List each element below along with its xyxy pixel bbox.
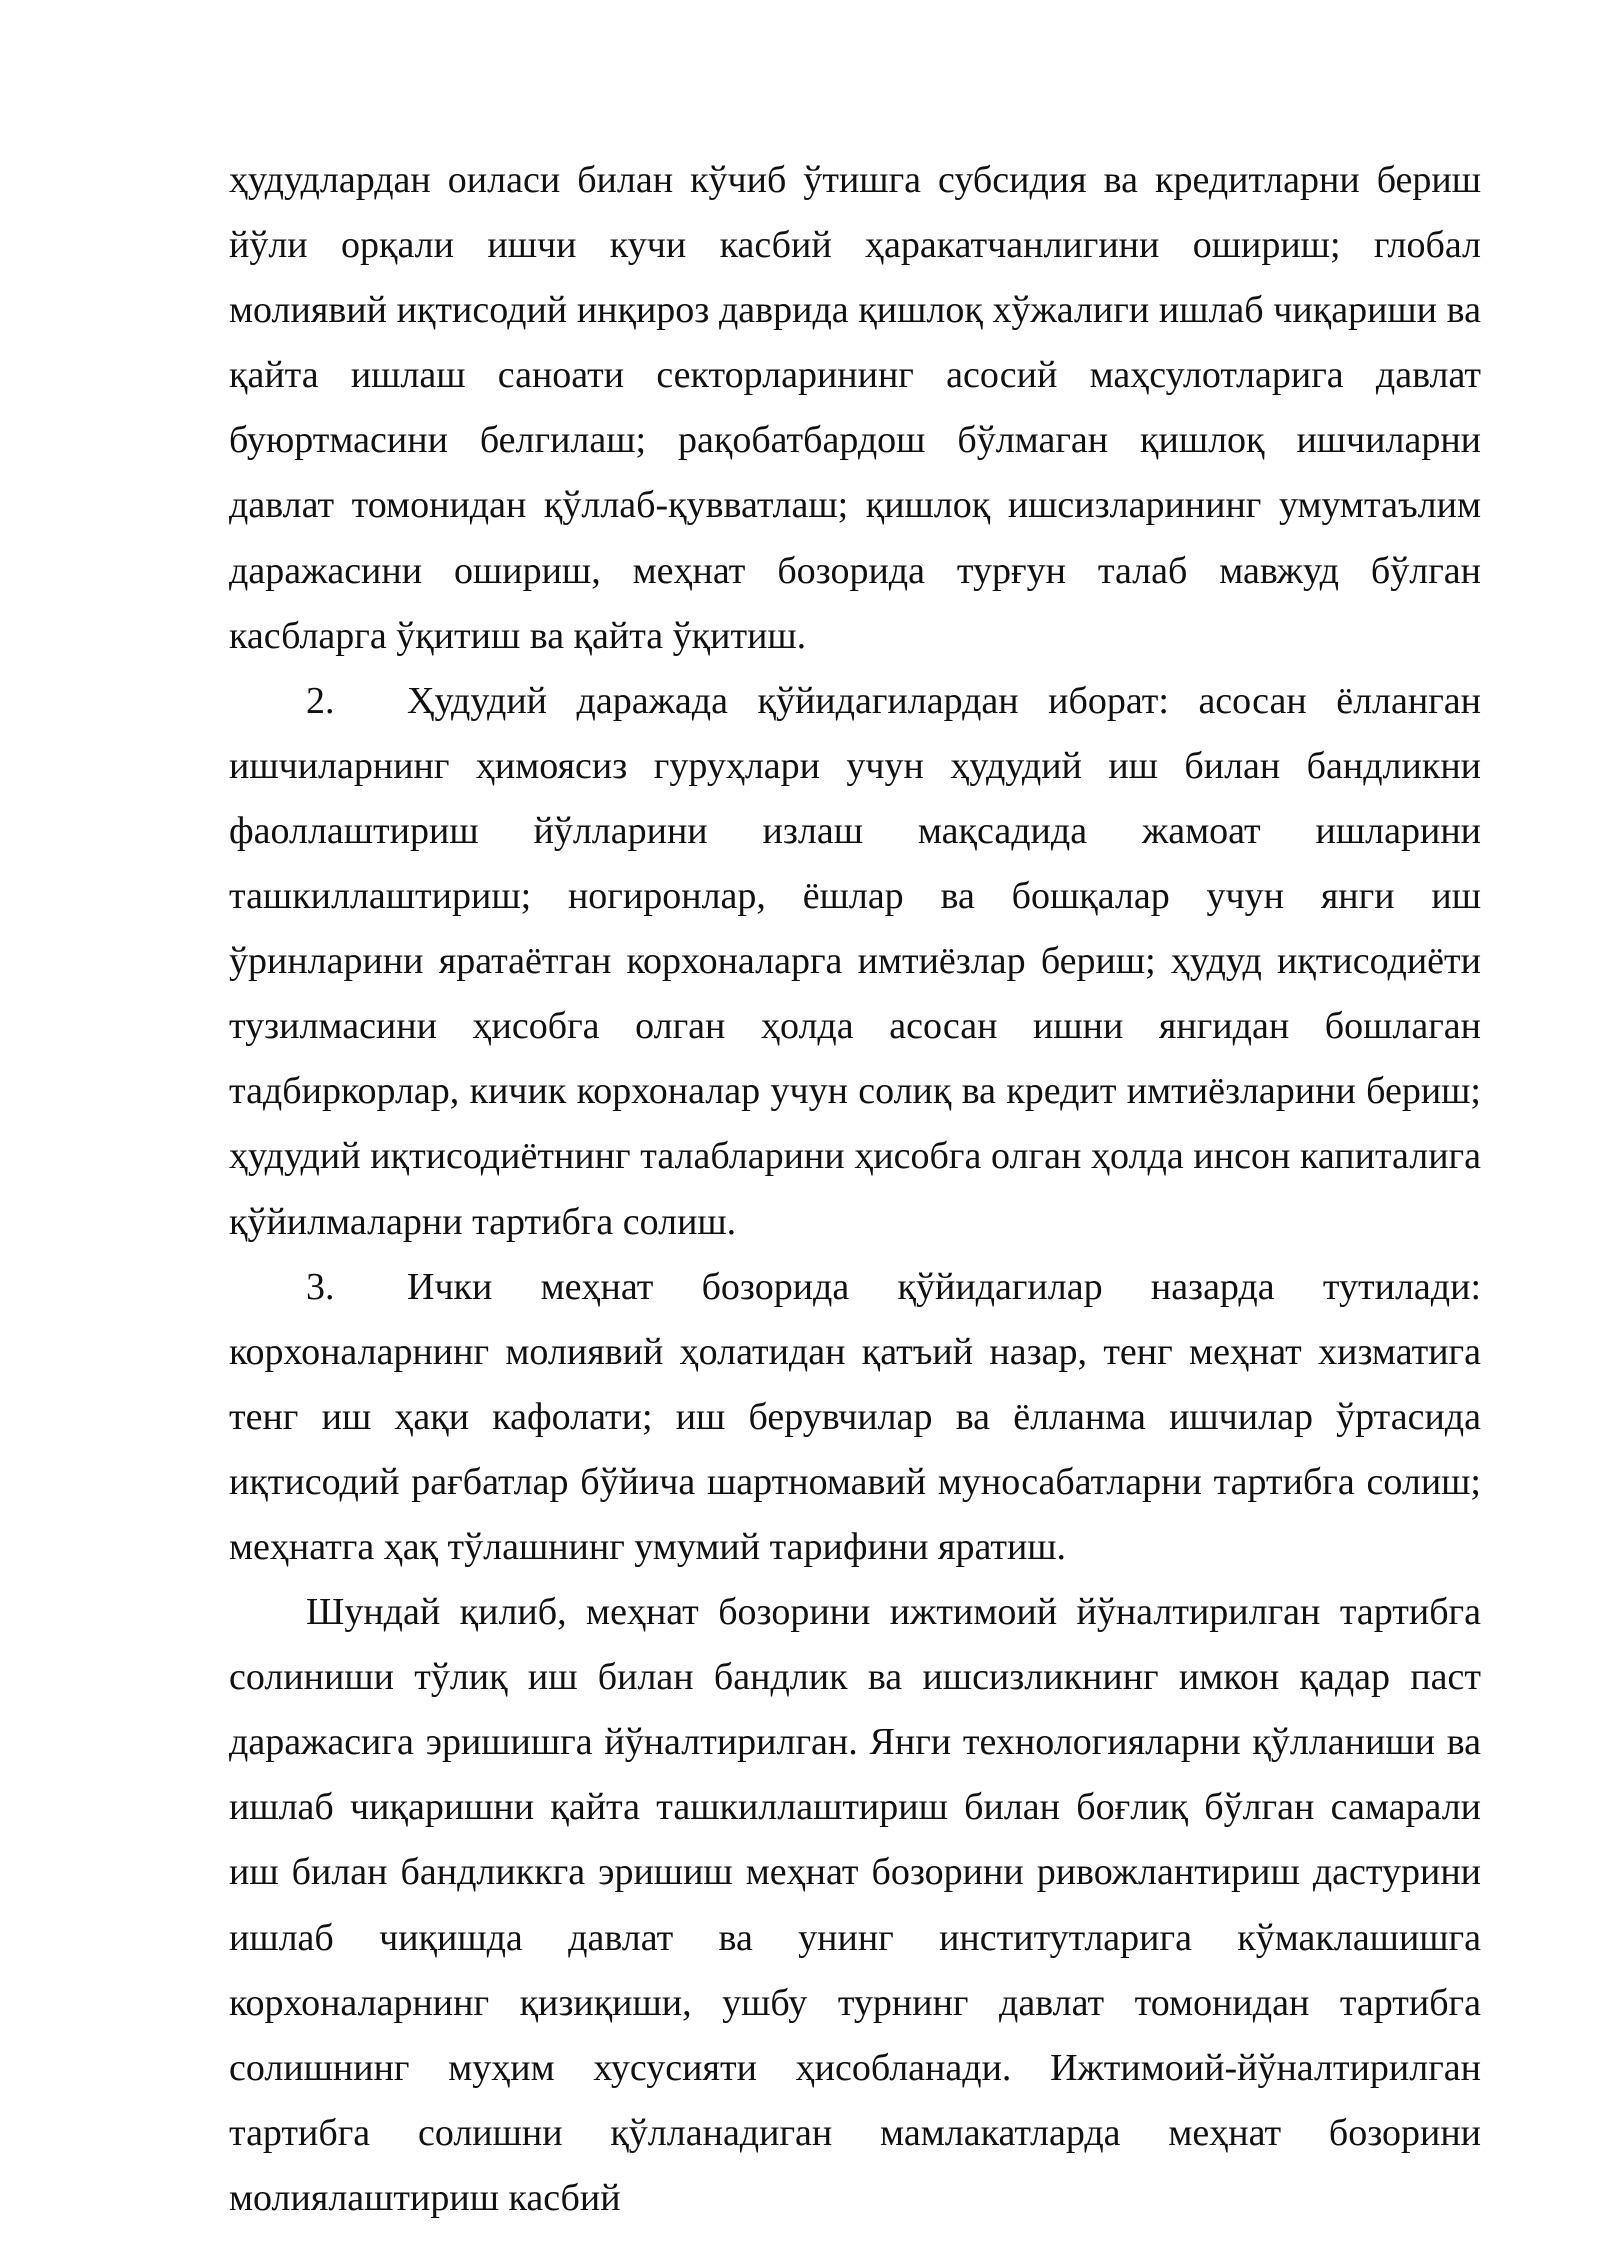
paragraph-text: Ҳудудий даражада қўйидагилардан иборат: асосан ёлланган ишчиларнинг ҳимоясиз гуруҳлари учун ҳудудий иш билан бандликни фаоллаштириш йўлларини излаш мақсадида жамоат ишларини ташкиллаштириш; ногиронлар, ёшлар ва бошқалар учун янги иш ўринларини яратаётган корхоналарга имтиёзлар бериш; ҳудуд иқтисодиёти тузилмасини ҳисобга олган ҳолда асосан ишни янгидан бошлаган тадбиркорлар, кичик корхоналар учун солиқ ва кредит имтиёзларини бериш; ҳудудий иқтисодиётнинг талабларини ҳисобга олган ҳолда инсон капиталига қўйилмаларни тартибга солиш. (229, 679, 1481, 1243)
paragraph-text: Ички меҳнат бозорида қўйидагилар назарда тутилади: корхоналарнинг молиявий ҳолатидан қатъий назар, тенг меҳнат хизматига тенг иш ҳақи кафолати; иш берувчилар ва ёлланма ишчилар ўртасида иқтисодий рағбатлар бўйича шартномавий муносабатларни тартибга солиш; меҳнатга ҳақ тўлашнинг умумий тарифини яратиш. (229, 1265, 1481, 1568)
paragraph-number: 3. (306, 1265, 335, 1308)
paragraph-text: ҳудудлардан оиласи билан кўчиб ўтишга субсидия ва кредитларни бериш йўли орқали ишчи кучи касбий ҳаракатчанлигини ошириш; глобал молиявий иқтисодий инқироз даврида қишлоқ хўжалиги ишлаб чиқариши ва қайта ишлаш саноати секторларининг асосий маҳсулотларига давлат буюртмасини белгилаш; рақобатбардош бўлмаган қишлоқ ишчиларни давлат томонидан қўллаб-қувватлаш; қишлоқ ишсизларининг умумтаълим даражасини ошириш, меҳнат бозорида турғун талаб мавжуд бўлган касбларга ўқитиш ва қайта ўқитиш. (229, 159, 1481, 657)
paragraph-continuation (229, 148, 1481, 669)
paragraph-conclusion (229, 1580, 1481, 2231)
paragraph-number: 2. (306, 679, 335, 722)
paragraph-item-2 (229, 669, 1481, 1255)
paragraph-item-3 (229, 1255, 1481, 1580)
body-text (229, 148, 1481, 2231)
paragraph-text: Шундай қилиб, меҳнат бозорини ижтимоий йўналтирилган тартибга солиниши тўлиқ иш билан бандлик ва ишсизликнинг имкон қадар паст даражасига эришишга йўналтирилган. Янги технологияларни қўлланиши ва ишлаб чиқаришни қайта ташкиллаштириш билан боғлиқ бўлган самарали иш билан бандликкга эришиш меҳнат бозорини ривожлантириш дастурини ишлаб чиқишда давлат ва унинг институтларига кўмаклашишга корхоналарнинг қизиқиши, ушбу турнинг давлат томонидан тартибга солишнинг муҳим хусусияти ҳисобланади. Ижтимоий-йўналтирилган тартибга солишни қўлланадиган мамлакатларда меҳнат бозорини молиялаштириш касбий (229, 1591, 1481, 2219)
